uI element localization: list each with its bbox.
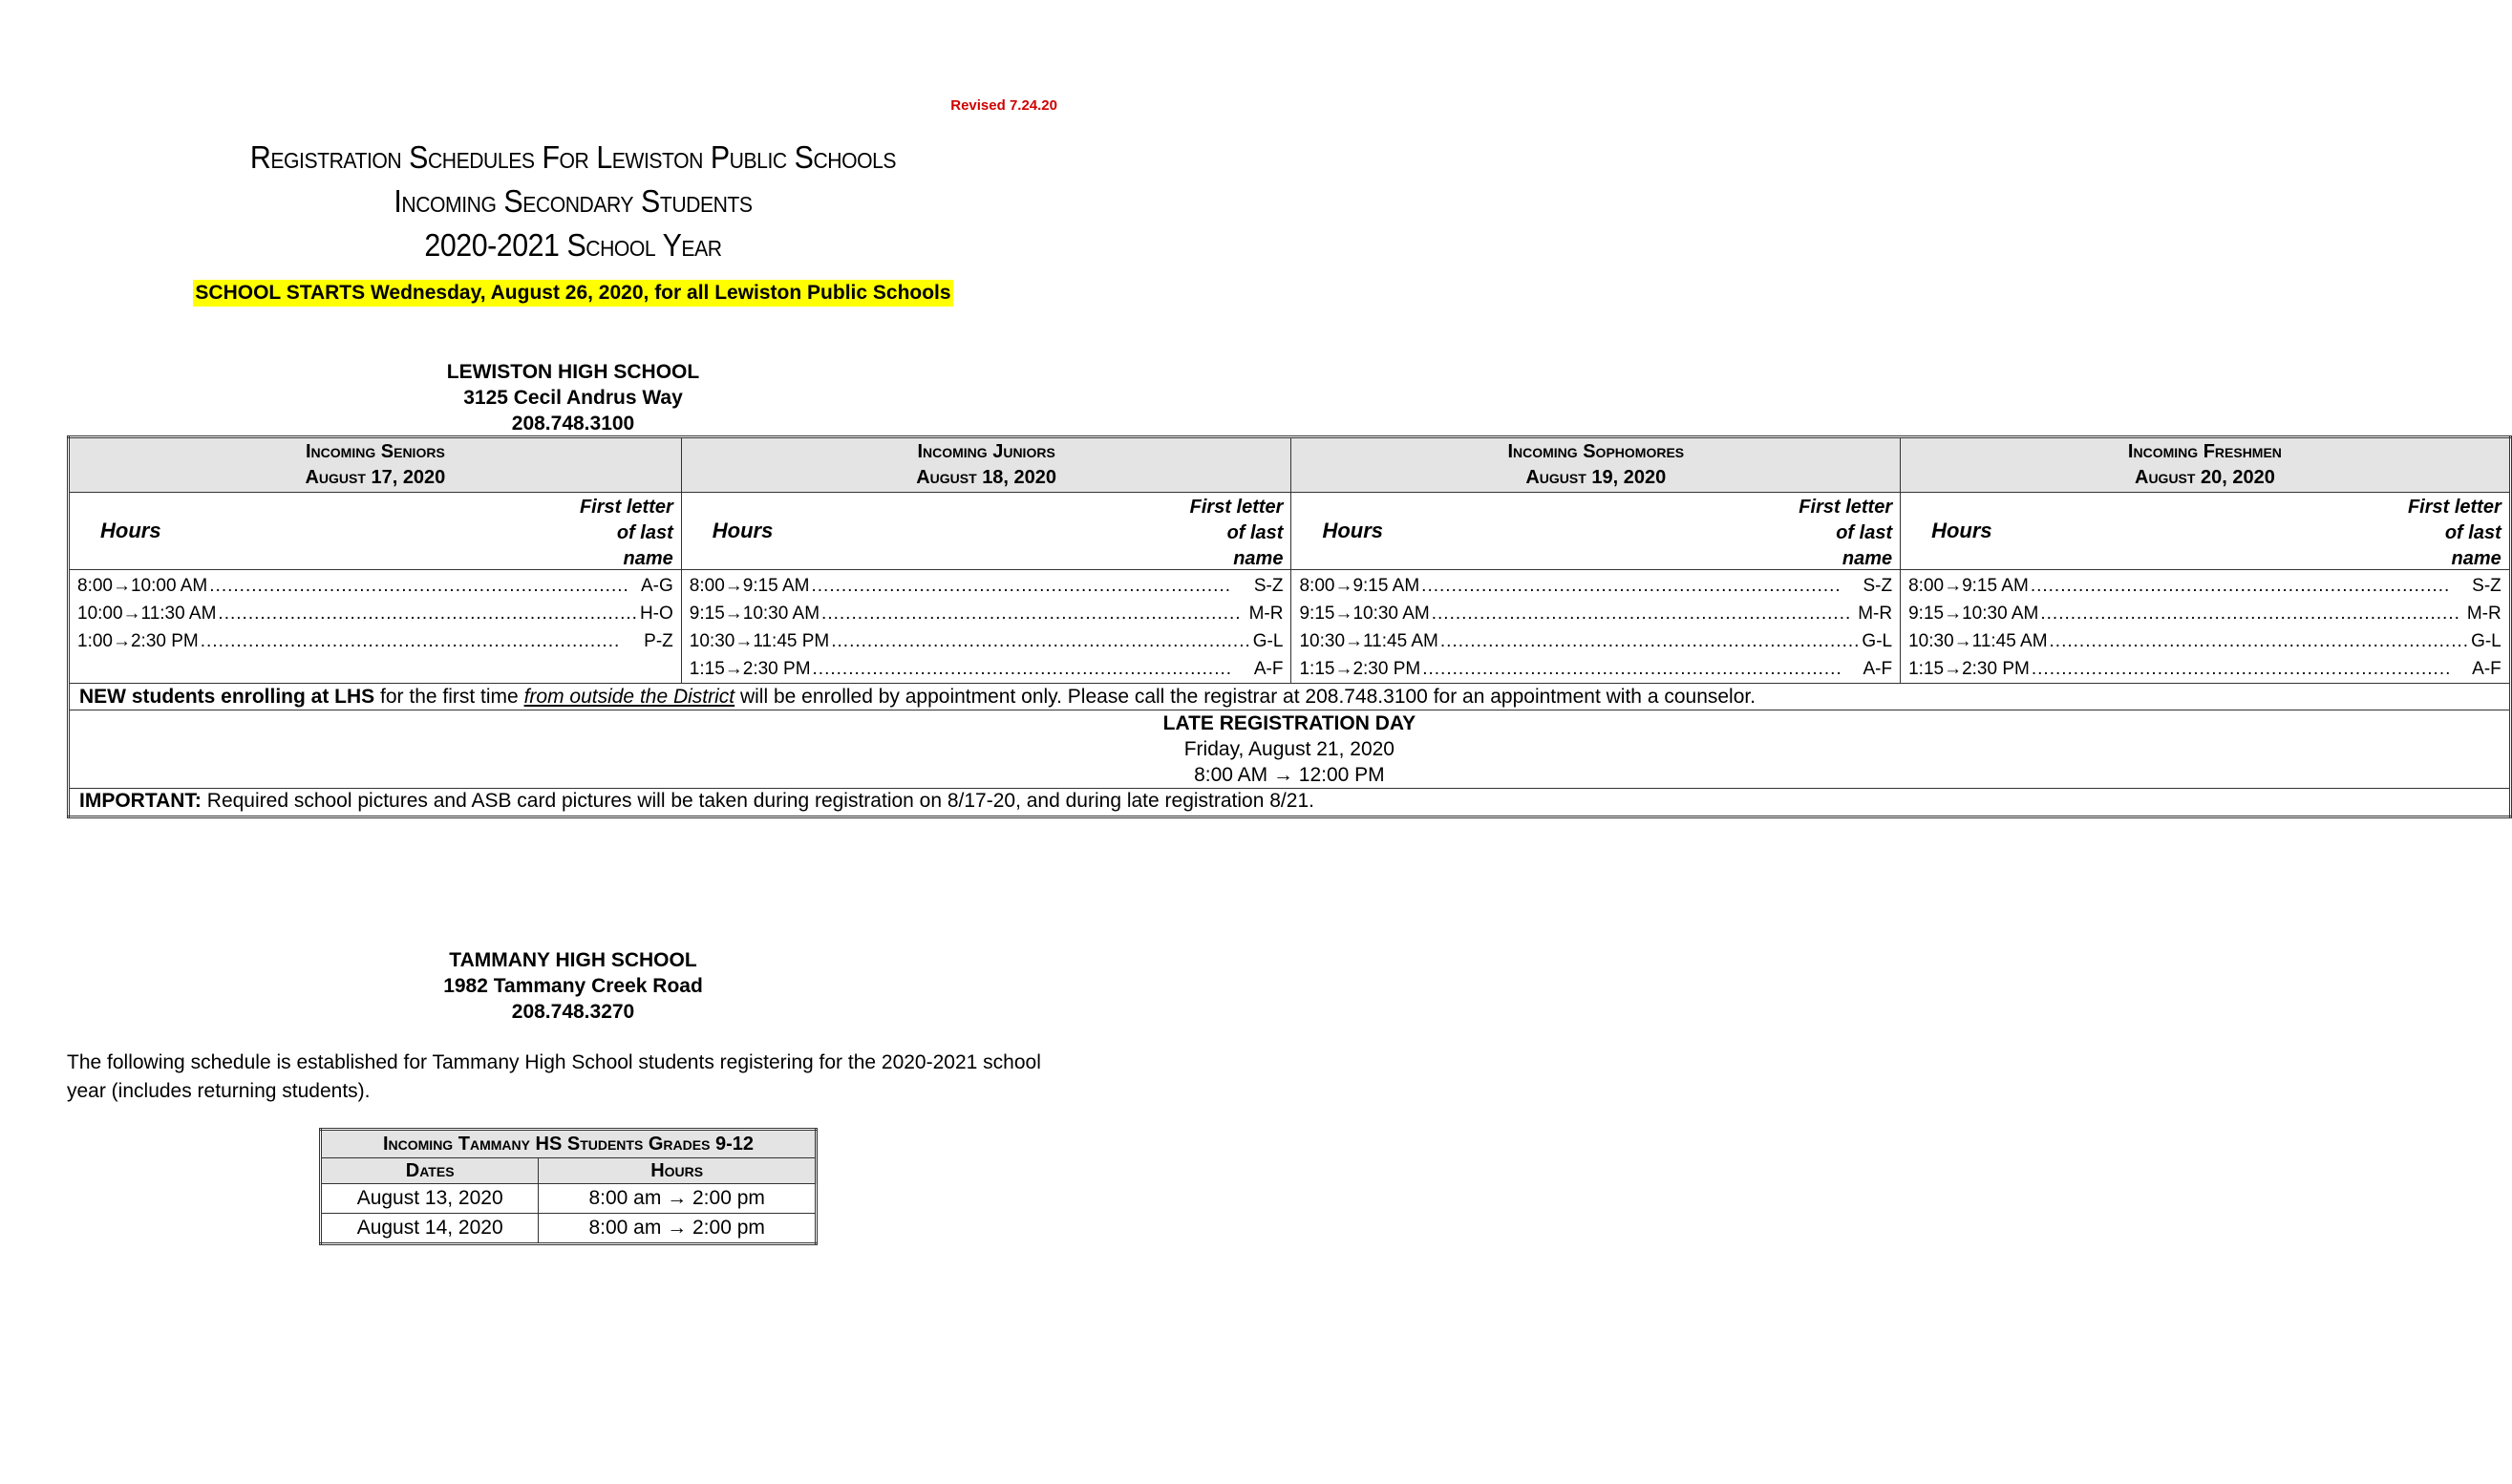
late-registration-time: 8:00 AM → 12:00 PM [1194, 764, 1385, 786]
time-slot: 8:00→9:15 AM ..... S-Z [690, 572, 1284, 600]
hours-subheader: Hours First letter of last name [681, 493, 1291, 570]
table-row [321, 1184, 817, 1214]
hours-cell: 8:00 am → 2:00 pm [539, 1214, 817, 1244]
ths-intro-paragraph: The following schedule is established for Tammany High School students registering for the 2020-2021 school year (includes returning students). [67, 1051, 1041, 1102]
time-slot: 10:30→11:45 PM ..... G-L [690, 627, 1284, 655]
new-students-note: NEW students enrolling at LHS for the first time from outside the District will be enrolled by appointment only. Please call the registrar at 208.748.3100 for an appointment with a counselor. [69, 684, 2511, 710]
lhs-phone: 208.748.3100 [511, 413, 635, 435]
time-slot: 10:00→11:30 AM ..... H-O [77, 600, 673, 627]
time-slot: 1:15→2:30 PM ..... A-F [1908, 655, 2501, 683]
late-registration [69, 710, 2511, 789]
time-slot: 9:15→10:30 AM ..... M-R [1299, 600, 1892, 627]
hours-subheader: Hours First letter of last name [69, 493, 682, 570]
hours-cell: 8:00 am → 2:00 pm [539, 1184, 817, 1214]
seniors-slots [69, 570, 682, 684]
lhs-heading [0, 359, 1146, 436]
grade-header: Incoming Sophomores August 19, 2020 [1291, 437, 1901, 493]
time-slot: 10:30→11:45 AM ..... G-L [1908, 627, 2501, 655]
lhs-name: LEWISTON HIGH SCHOOL [446, 361, 700, 383]
ths-name: TAMMANY HIGH SCHOOL [449, 949, 697, 971]
document-title [0, 136, 1146, 267]
title-line-3: 2020-2021 School Year [424, 227, 722, 263]
lhs-schedule-table [67, 435, 2512, 818]
late-registration-title: LATE REGISTRATION DAY [1162, 712, 1416, 734]
late-registration-date: Friday, August 21, 2020 [1183, 738, 1394, 760]
time-slot: 9:15→10:30 AM ..... M-R [690, 600, 1284, 627]
grade-header: Incoming Freshmen August 20, 2020 [1901, 437, 2511, 493]
time-slot: 1:15→2:30 PM ..... A-F [690, 655, 1284, 683]
hours-subheader: Hours First letter of last name [1291, 493, 1901, 570]
table-row [321, 1214, 817, 1244]
grade-header: Incoming Seniors August 17, 2020 [69, 437, 682, 493]
ths-phone: 208.748.3270 [511, 1001, 635, 1023]
important-note: IMPORTANT: Required school pictures and ASB card pictures will be taken during registration on 8/17-20, and during late registration 8/21. [69, 789, 2511, 817]
title-line-1: Registration Schedules For Lewiston Public Schools [249, 139, 897, 175]
time-slot: 9:15→10:30 AM ..... M-R [1908, 600, 2501, 627]
grade-header: Incoming Juniors August 18, 2020 [681, 437, 1291, 493]
time-slot: 1:00→2:30 PM ..... P-Z [77, 627, 673, 655]
ths-heading [0, 947, 1146, 1025]
revised-date: Revised 7.24.20 [950, 97, 1057, 114]
dates-column-header: Dates [321, 1158, 539, 1184]
time-slot: 10:30→11:45 AM ..... G-L [1299, 627, 1892, 655]
ths-address: 1982 Tammany Creek Road [443, 975, 703, 997]
freshmen-slots [1901, 570, 2511, 684]
ths-table-title: Incoming Tammany HS Students Grades 9-12 [321, 1130, 817, 1158]
date-cell: August 14, 2020 [321, 1214, 539, 1244]
hours-column-header: Hours [539, 1158, 817, 1184]
time-slot: 8:00→9:15 AM ..... S-Z [1908, 572, 2501, 600]
time-slot: 8:00→9:15 AM ..... S-Z [1299, 572, 1892, 600]
date-cell: August 13, 2020 [321, 1184, 539, 1214]
lhs-address: 3125 Cecil Andrus Way [463, 387, 683, 409]
time-slot: 1:15→2:30 PM ..... A-F [1299, 655, 1892, 683]
time-slot: 8:00→10:00 AM ..... A-G [77, 572, 673, 600]
school-start-banner: SCHOOL STARTS Wednesday, August 26, 2020, for all Lewiston Public Schools [193, 280, 952, 307]
ths-schedule-table [319, 1128, 818, 1245]
juniors-slots [681, 570, 1291, 684]
title-line-2: Incoming Secondary Students [394, 183, 753, 219]
sophomores-slots [1291, 570, 1901, 684]
hours-subheader: Hours First letter of last name [1901, 493, 2511, 570]
